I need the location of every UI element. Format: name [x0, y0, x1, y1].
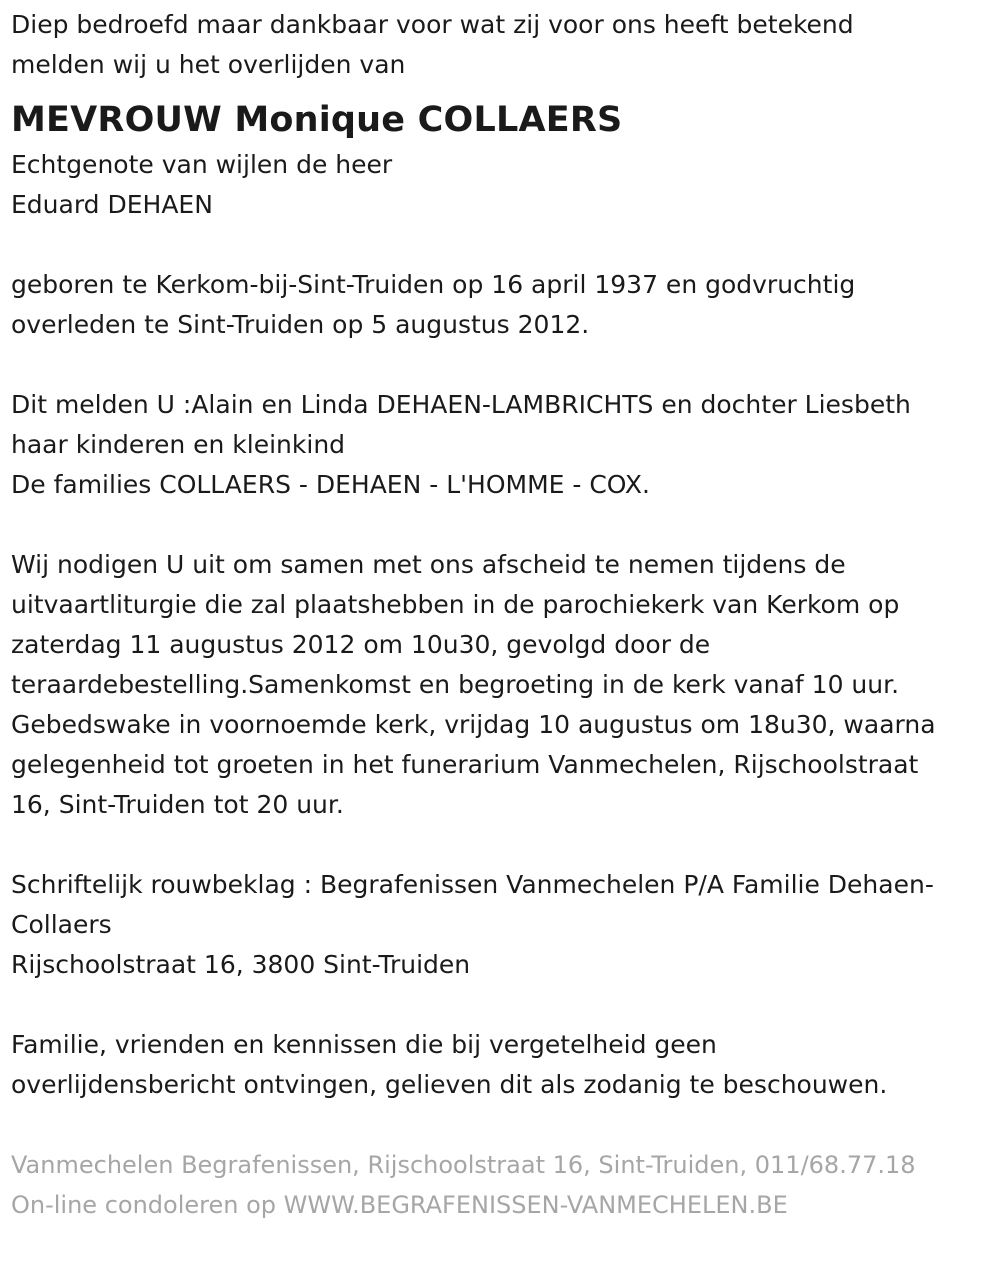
ceremony-line: uitvaartliturgie die zal plaatshebben in de parochiekerk van Kerkom op — [11, 590, 900, 619]
funeral-home-footer — [11, 1145, 996, 1225]
footer-website-line: On-line condoleren op WWW.BEGRAFENISSEN-VANMECHELEN.BE — [11, 1191, 788, 1219]
condolence-line: Rijschoolstraat 16, 3800 Sint-Truiden — [11, 950, 471, 979]
footer-address-line: Vanmechelen Begrafenissen, Rijschoolstraat 16, Sint-Truiden, 011/68.77.18 — [11, 1151, 916, 1179]
intro-line: Diep bedroefd maar dankbaar voor wat zij voor ons heeft betekend — [11, 10, 854, 39]
ceremony-line: teraardebestelling.Samenkomst en begroeting in de kerk vanaf 10 uur. — [11, 670, 900, 699]
birth-death-line: overleden te Sint-Truiden op 5 augustus 2012. — [11, 310, 590, 339]
spouse-paragraph — [11, 145, 996, 225]
ceremony-line: zaterdag 11 augustus 2012 om 10u30, gevolgd door de — [11, 630, 711, 659]
paragraph-spacer — [11, 1105, 996, 1145]
notice-line: overlijdensbericht ontvingen, gelieven dit als zodanig te beschouwen. — [11, 1070, 888, 1099]
notice-paragraph — [11, 1025, 996, 1105]
intro-line: melden wij u het overlijden van — [11, 50, 406, 79]
paragraph-spacer — [11, 985, 996, 1025]
family-line: haar kinderen en kleinkind — [11, 430, 346, 459]
birth-death-line: geboren te Kerkom-bij-Sint-Truiden op 16 april 1937 en godvruchtig — [11, 270, 856, 299]
family-line: De families COLLAERS - DEHAEN - L'HOMME - COX. — [11, 470, 650, 499]
ceremony-line: Gebedswake in voornoemde kerk, vrijdag 10 augustus om 18u30, waarna — [11, 710, 936, 739]
intro-paragraph — [11, 0, 996, 85]
birth-death-paragraph — [11, 265, 996, 345]
ceremony-paragraph — [11, 545, 996, 825]
family-line: Dit melden U :Alain en Linda DEHAEN-LAMBRICHTS en dochter Liesbeth — [11, 390, 911, 419]
spouse-line: Echtgenote van wijlen de heer — [11, 150, 393, 179]
condolence-address-paragraph — [11, 865, 996, 985]
ceremony-line: 16, Sint-Truiden tot 20 uur. — [11, 790, 344, 819]
obituary-notice — [11, 0, 996, 1225]
paragraph-spacer — [11, 825, 996, 865]
paragraph-spacer — [11, 345, 996, 385]
notice-line: Familie, vrienden en kennissen die bij vergetelheid geen — [11, 1030, 717, 1059]
ceremony-line: gelegenheid tot groeten in het funerarium Vanmechelen, Rijschoolstraat — [11, 750, 919, 779]
deceased-name: MEVROUW Monique COLLAERS — [11, 100, 623, 140]
condolence-line: Schriftelijk rouwbeklag : Begrafenissen Vanmechelen P/A Familie Dehaen- — [11, 870, 934, 899]
ceremony-line: Wij nodigen U uit om samen met ons afscheid te nemen tijdens de — [11, 550, 846, 579]
condolence-line: Collaers — [11, 910, 112, 939]
spouse-line: Eduard DEHAEN — [11, 190, 213, 219]
paragraph-spacer — [11, 225, 996, 265]
paragraph-spacer — [11, 505, 996, 545]
family-paragraph — [11, 385, 996, 505]
